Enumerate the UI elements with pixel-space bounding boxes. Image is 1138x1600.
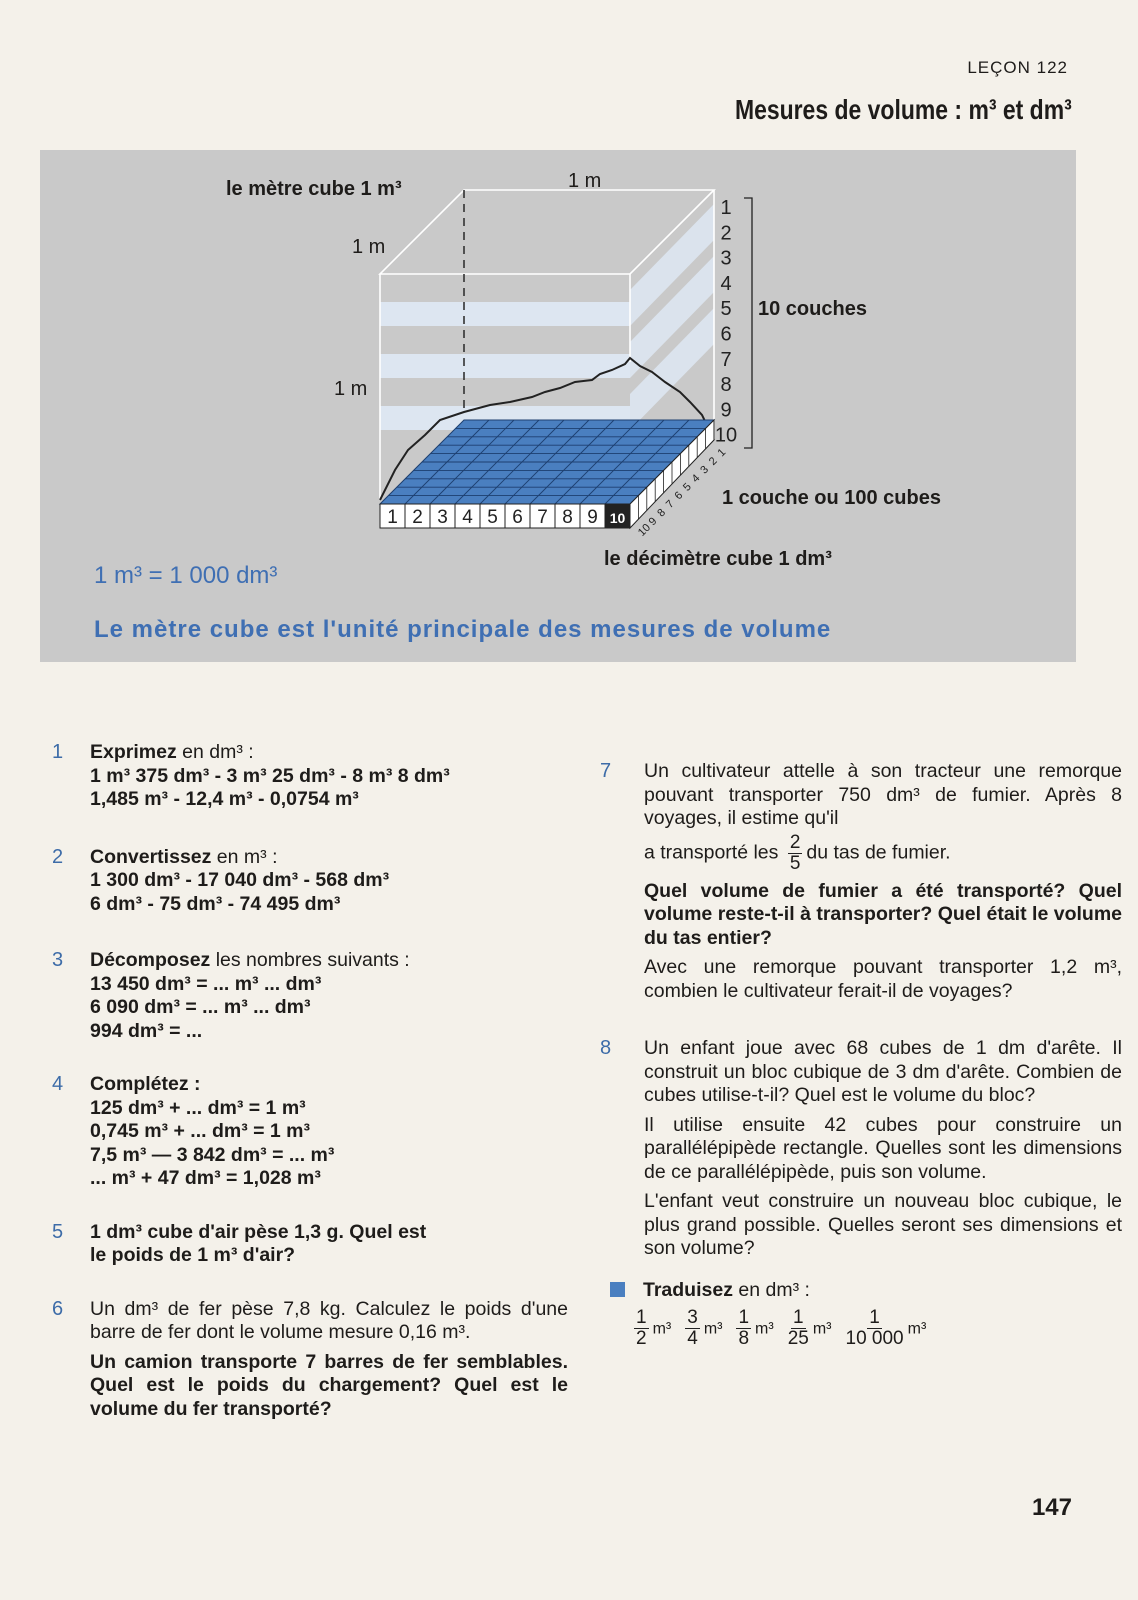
exercise-instruction: les nombres suivants : (210, 949, 410, 971)
exercise-number: 6 (52, 1297, 64, 1320)
layer-stripes (380, 302, 630, 430)
exercise-verb: Complétez : (90, 1073, 201, 1095)
layer-number: 1 (720, 197, 732, 219)
exercise-verb: Traduisez (643, 1278, 733, 1301)
exercise-instruction: en m³ : (211, 845, 278, 868)
exercise-text: a transporté les (644, 841, 779, 864)
depth-number: 10 (635, 521, 654, 539)
exercise-verb: Décomposez (90, 949, 211, 971)
edge-label-left-top: 1 m (352, 236, 386, 258)
depth-number: 5 (681, 480, 694, 494)
exercise-4 (52, 1073, 568, 1191)
exercise-instruction: en dm³ : (732, 1278, 810, 1301)
exercise-number: 3 (52, 949, 64, 971)
fraction-unit: m³ (652, 1320, 672, 1338)
fraction-unit: m³ (812, 1320, 832, 1338)
exercise-text: du tas de fumier. (806, 841, 951, 864)
layers-label: 10 couches (758, 298, 867, 320)
exercise-line: 1 m³ 375 dm³ - 3 m³ 25 dm³ - 8 m³ 8 dm³ (90, 764, 450, 787)
exercise-number: 8 (600, 1037, 612, 1059)
diagram-panel (40, 150, 1076, 662)
fraction-unit: m³ (755, 1320, 774, 1338)
exercise-line: 125 dm³ + ... dm³ = 1 m³ (90, 1096, 306, 1119)
exercise-number: 5 (52, 1220, 64, 1243)
exercise-line: 1,485 m³ - 12,4 m³ - 0,0754 m³ (90, 788, 359, 810)
exercise-2 (52, 845, 568, 917)
fractions-row (636, 1307, 1122, 1349)
layer-number: 3 (720, 247, 732, 270)
front-row-cubes (380, 504, 630, 528)
depth-number: 4 (689, 472, 703, 486)
fraction-unit: m³ (907, 1320, 927, 1338)
exercise-line: 6 090 dm³ = ... m³ ... dm³ (90, 996, 311, 1018)
fraction: $\frac{1}{8}$ (738, 1307, 750, 1349)
depth-number: 1 (715, 446, 729, 460)
layer-number: 9 (720, 399, 732, 422)
left-column (52, 741, 568, 1421)
conversion-equation: 1 m³ = 1 000 dm³ (94, 562, 278, 589)
exercise-line: ... m³ + 47 dm³ = 1,028 m³ (90, 1167, 321, 1189)
front-cube-number: 6 (512, 507, 523, 528)
fraction-unit: m³ (703, 1320, 723, 1338)
front-cube-number: 8 (562, 507, 573, 528)
layer-numbers (715, 197, 737, 447)
exercise-paragraph: Quel volume de fumier a été transporté? Quel volume reste-t-il à transporter? Quel était le volume du tas entier? (644, 879, 1122, 949)
front-cube-number: 7 (537, 507, 548, 528)
exercise-line: 0,745 m³ + ... dm³ = 1 m³ (90, 1120, 311, 1142)
cube-label: le mètre cube 1 m³ (226, 178, 402, 200)
exercise-verb: Convertissez (90, 845, 212, 868)
edge-label-top: 1 m (568, 170, 602, 192)
fraction: $\frac{1}{10 000}$ (845, 1307, 904, 1349)
exercise-paragraph: Avec une remorque pouvant transporter 1,2 m³, combien le cultivateur ferait-il de voyages? (644, 956, 1122, 1002)
fraction: $\frac{3}{4}$ (687, 1307, 698, 1349)
front-cube-number: 2 (412, 507, 423, 528)
exercise-8 (600, 1037, 1122, 1261)
exercise-number: 2 (52, 845, 64, 868)
exercise-5 (52, 1220, 568, 1268)
exercise-1 (52, 741, 568, 812)
fraction-two-fifths: $\frac{2}{5}$ (789, 831, 801, 874)
layer-number: 7 (720, 348, 732, 371)
exercise-paragraph: Un enfant joue avec 68 cubes de 1 dm d'arête. Il construit un bloc cubique de 3 dm d'arête. Combien de cubes utilise-t-il? Quel est le volume du bloc? (644, 1037, 1122, 1106)
exercise-paragraph: L'enfant veut construire un nouveau bloc cubique, le plus grand possible. Quelles seront ses dimensions et son volume? (644, 1190, 1122, 1259)
front-cube-number: 1 (387, 507, 398, 528)
layers-bracket (744, 198, 752, 448)
exercise-line: 13 450 dm³ = ... m³ ... dm³ (90, 972, 322, 995)
exercise-line: 1 dm³ cube d'air pèse 1,3 g. Quel est (90, 1220, 427, 1243)
exercise-7 (600, 760, 1122, 1003)
front-cube-number: 4 (462, 507, 473, 528)
lesson-number: LEÇON 122 (967, 58, 1068, 77)
square-bullet-icon (610, 1282, 625, 1297)
front-cube-number: 5 (487, 507, 498, 528)
front-cube-number: 9 (587, 507, 598, 528)
fraction: $\frac{1}{25}$ (787, 1307, 809, 1349)
depth-number: 2 (706, 455, 720, 468)
depth-number: 8 (655, 506, 669, 520)
principal-unit-statement: Le mètre cube est l'unité principale des mesures de volume (94, 616, 832, 643)
front-cube-number: 3 (437, 507, 448, 528)
exercise-instruction: en dm³ : (176, 741, 254, 763)
exercise-number: 7 (600, 760, 612, 782)
exercise-paragraph: Il utilise ensuite 42 cubes pour construire un parallélépipède rectangle. Quelles sont les dimensions de ce parallélépipède, puis son volume. (644, 1113, 1122, 1183)
layer-number: 5 (720, 298, 732, 321)
dm3-label: le décimètre cube 1 dm³ (604, 548, 832, 570)
exercise-3 (52, 949, 568, 1043)
exercise-paragraph: Un dm³ de fer pèse 7,8 kg. Calculez le poids d'une barre de fer dont le volume mesure 0,16 m³. (90, 1297, 568, 1343)
page-number: 147 (1031, 1494, 1072, 1521)
front-cube-number: 10 (609, 510, 626, 526)
exercise-line: 1 300 dm³ - 17 040 dm³ - 568 dm³ (90, 869, 390, 891)
exercise-6 (52, 1297, 568, 1422)
layer-number: 2 (720, 222, 732, 245)
page-title: Mesures de volume : m³ et dm³ (735, 94, 1072, 125)
depth-number: 3 (698, 463, 712, 477)
layer-number: 6 (720, 323, 732, 346)
exercise-verb: Exprimez (90, 741, 177, 763)
right-face-stripes (630, 204, 714, 430)
one-layer-label: 1 couche ou 100 cubes (722, 487, 941, 509)
depth-number: 6 (672, 489, 686, 503)
exercise-paragraph: Un camion transporte 7 barres de fer semblables. Quel est le poids du chargement? Quel est le volume du fer transporté? (90, 1350, 568, 1420)
layer-number: 4 (720, 272, 732, 295)
edge-label-left-mid: 1 m (334, 378, 368, 400)
exercise-number: 1 (52, 741, 64, 763)
exercise-line: 7,5 m³ — 3 842 dm³ = ... m³ (90, 1143, 335, 1166)
depth-number: 7 (663, 498, 677, 511)
exercise-paragraph: Un cultivateur attelle à son tracteur une remorque pouvant transporter 750 dm³ de fumier. Après 8 voyages, il estime qu'il (644, 760, 1122, 829)
exercise-line: 994 dm³ = ... (90, 1019, 203, 1042)
right-column (600, 760, 1122, 1349)
layer-number: 10 (714, 424, 738, 447)
fraction: $\frac{1}{2}$ (636, 1307, 647, 1349)
layer-number: 8 (720, 374, 732, 397)
exercise-number: 4 (52, 1073, 64, 1095)
depth-number: 9 (646, 515, 660, 529)
exercise-line: 6 dm³ - 75 dm³ - 74 495 dm³ (90, 892, 341, 915)
exercise-line: le poids de 1 m³ d'air? (90, 1244, 296, 1266)
exercise-9 (636, 1278, 1122, 1350)
